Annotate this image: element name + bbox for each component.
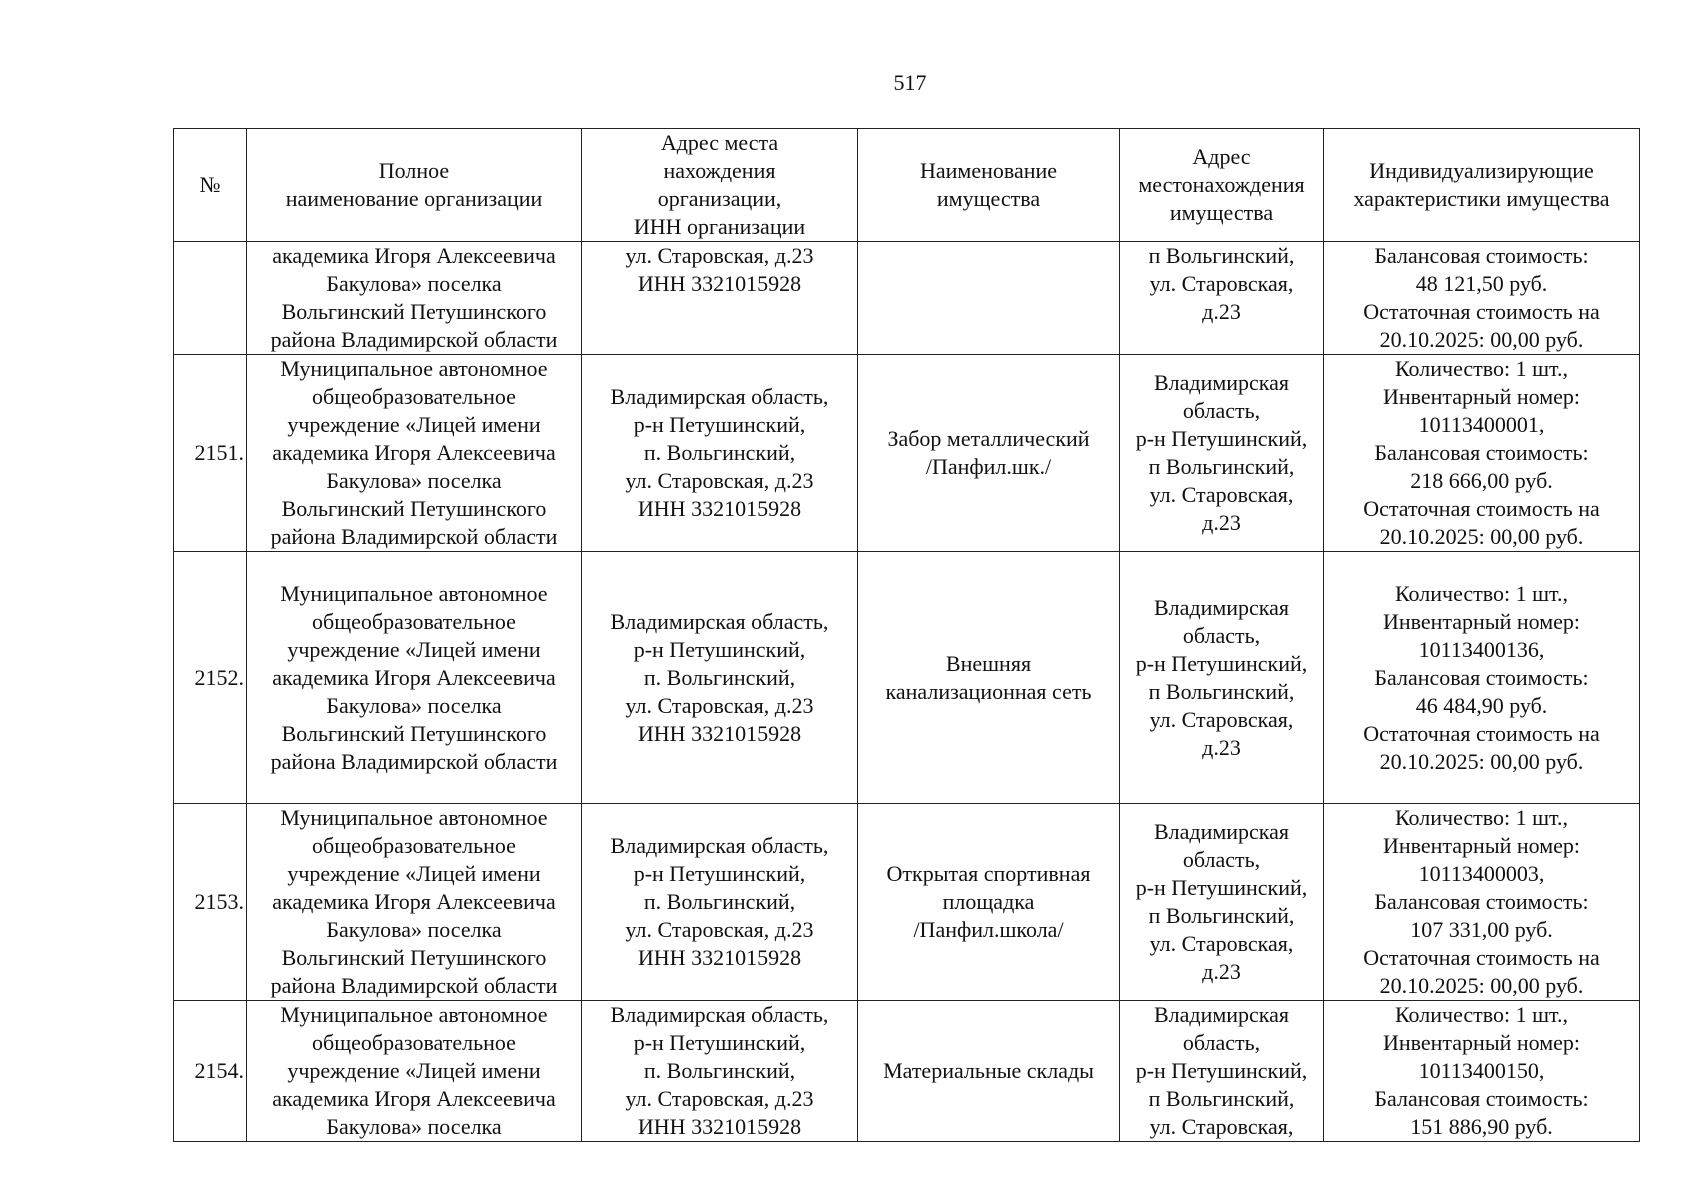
row-org-address: ул. Старовская, д.23 ИНН 3321015928 — [582, 242, 858, 355]
table-row — [174, 1001, 1640, 1142]
header-property-name: Наименование имущества — [858, 129, 1120, 242]
table-header-row — [174, 129, 1640, 242]
header-property-address: Адрес местонахождения имущества — [1120, 129, 1324, 242]
row-characteristics: Количество: 1 шт., Инвентарный номер: 10113400136, Балансовая стоимость: 46 484,90 руб. Остаточная стоимость на 20.10.2025: 00,00 руб. — [1324, 552, 1640, 804]
header-org-address: Адрес места нахождения организации, ИНН организации — [582, 129, 858, 242]
row-property-address: Владимирская область, р-н Петушинский, п Вольгинский, ул. Старовская, д.23 — [1120, 804, 1324, 1001]
row-number: 2154. — [174, 1001, 247, 1142]
property-registry-table — [173, 128, 1640, 1142]
row-property-name — [858, 242, 1120, 355]
row-characteristics: Количество: 1 шт., Инвентарный номер: 10113400001, Балансовая стоимость: 218 666,00 руб. Остаточная стоимость на 20.10.2025: 00,00 руб. — [1324, 355, 1640, 552]
row-characteristics: Количество: 1 шт., Инвентарный номер: 10113400150, Балансовая стоимость: 151 886,90 руб. — [1324, 1001, 1640, 1142]
table-row — [174, 242, 1640, 355]
row-property-address: п Вольгинский, ул. Старовская, д.23 — [1120, 242, 1324, 355]
header-org-name: Полное наименование организации — [247, 129, 582, 242]
header-number: № — [174, 129, 247, 242]
table-row — [174, 355, 1640, 552]
row-property-name: Материальные склады — [858, 1001, 1120, 1142]
table-row — [174, 552, 1640, 804]
table-row — [174, 804, 1640, 1001]
row-org-name: Муниципальное автономное общеобразовательное учреждение «Лицей имени академика Игоря Алексеевича Бакулова» поселка Вольгинский Петушинского района Владимирской области — [247, 804, 582, 1001]
row-org-address: Владимирская область, р-н Петушинский, п. Вольгинский, ул. Старовская, д.23 ИНН 3321015928 — [582, 355, 858, 552]
row-property-address: Владимирская область, р-н Петушинский, п Вольгинский, ул. Старовская, д.23 — [1120, 355, 1324, 552]
row-org-name: Муниципальное автономное общеобразовательное учреждение «Лицей имени академика Игоря Алексеевича Бакулова» поселка — [247, 1001, 582, 1142]
row-property-name: Открытая спортивная площадка /Панфил.школа/ — [858, 804, 1120, 1001]
row-characteristics: Количество: 1 шт., Инвентарный номер: 10113400003, Балансовая стоимость: 107 331,00 руб. Остаточная стоимость на 20.10.2025: 00,00 руб. — [1324, 804, 1640, 1001]
row-org-name: Муниципальное автономное общеобразовательное учреждение «Лицей имени академика Игоря Алексеевича Бакулова» поселка Вольгинский Петушинского района Владимирской области — [247, 552, 582, 804]
row-org-address: Владимирская область, р-н Петушинский, п. Вольгинский, ул. Старовская, д.23 ИНН 3321015928 — [582, 804, 858, 1001]
row-org-name: Муниципальное автономное общеобразовательное учреждение «Лицей имени академика Игоря Алексеевича Бакулова» поселка Вольгинский Петушинского района Владимирской области — [247, 355, 582, 552]
row-characteristics: Балансовая стоимость: 48 121,50 руб. Остаточная стоимость на 20.10.2025: 00,00 руб. — [1324, 242, 1640, 355]
page-number: 517 — [893, 70, 927, 95]
row-property-name: Внешняя канализационная сеть — [858, 552, 1120, 804]
row-number: 2151. — [174, 355, 247, 552]
row-number — [174, 242, 247, 355]
row-org-name: академика Игоря Алексеевича Бакулова» поселка Вольгинский Петушинского района Владимирской области — [247, 242, 582, 355]
row-org-address: Владимирская область, р-н Петушинский, п. Вольгинский, ул. Старовская, д.23 ИНН 3321015928 — [582, 552, 858, 804]
row-number: 2152. — [174, 552, 247, 804]
row-property-name: Забор металлический /Панфил.шк./ — [858, 355, 1120, 552]
row-number: 2153. — [174, 804, 247, 1001]
header-characteristics: Индивидуализирующие характеристики имущества — [1324, 129, 1640, 242]
row-property-address: Владимирская область, р-н Петушинский, п Вольгинский, ул. Старовская, — [1120, 1001, 1324, 1142]
row-property-address: Владимирская область, р-н Петушинский, п Вольгинский, ул. Старовская, д.23 — [1120, 552, 1324, 804]
row-org-address: Владимирская область, р-н Петушинский, п. Вольгинский, ул. Старовская, д.23 ИНН 3321015928 — [582, 1001, 858, 1142]
